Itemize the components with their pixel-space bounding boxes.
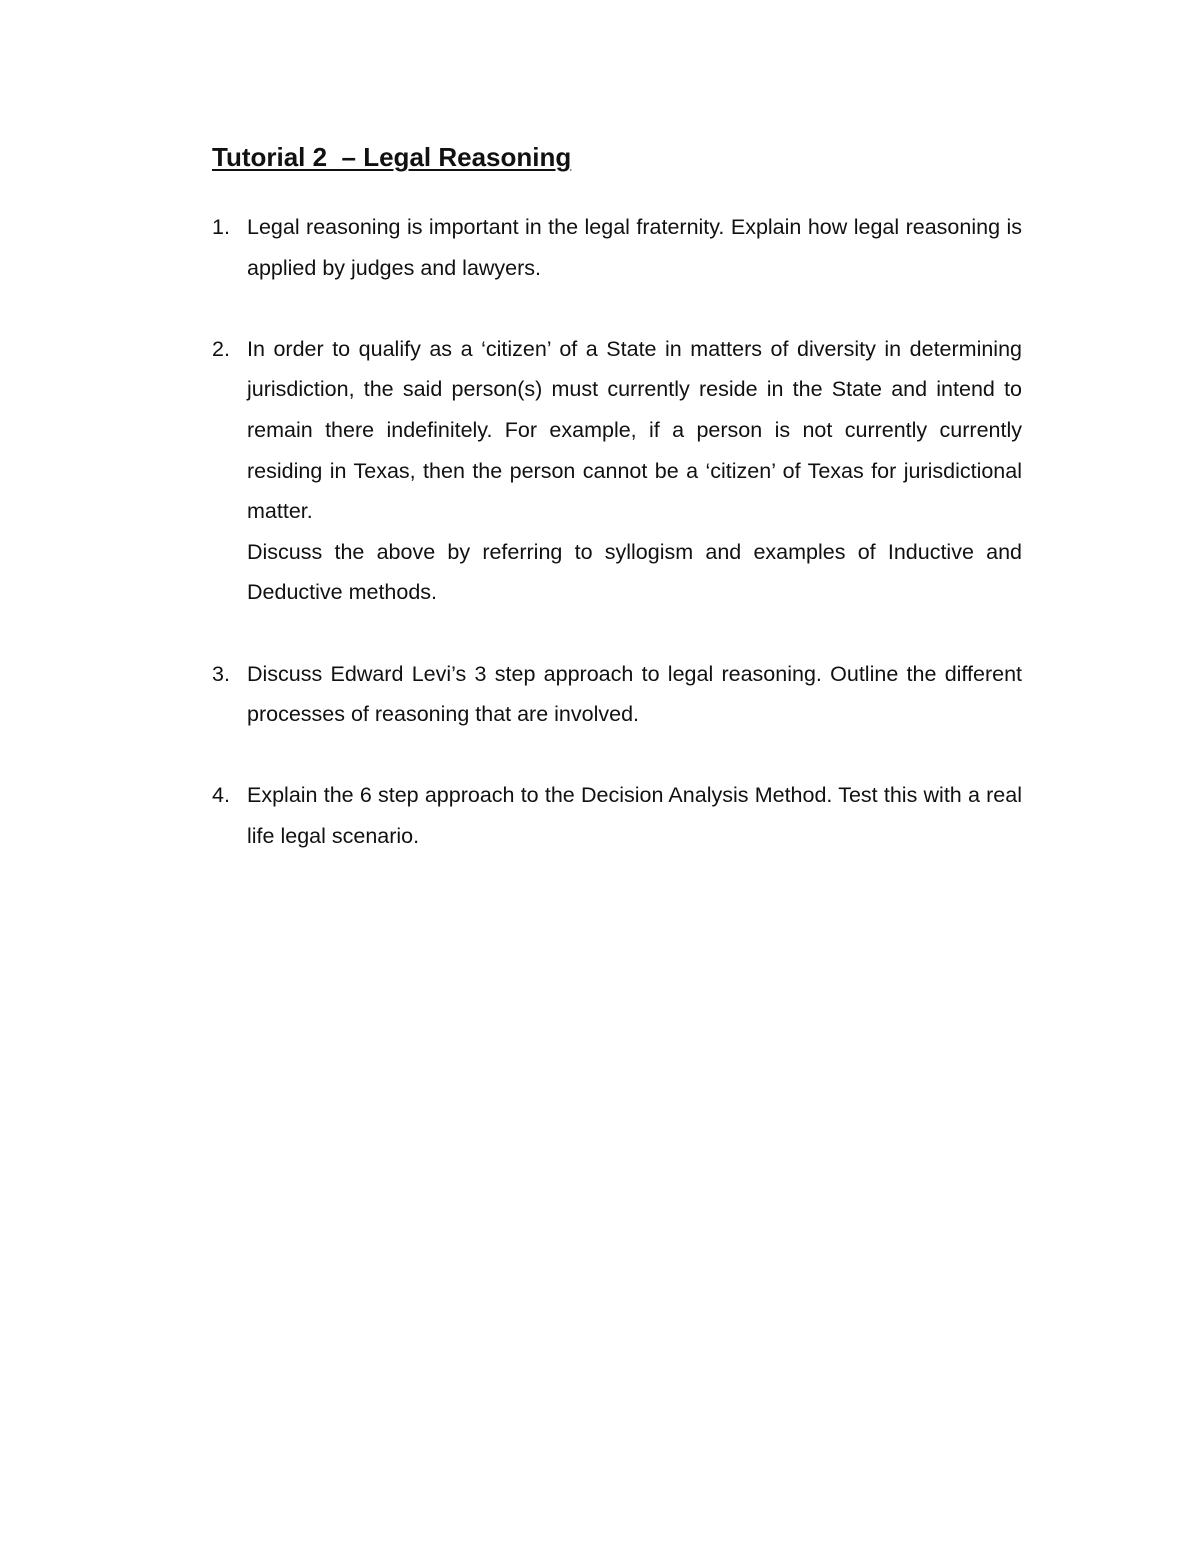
question-number: 2. <box>212 336 230 361</box>
question-paragraph: Discuss Edward Levi’s 3 step approach to legal reasoning. Outline the different processes of reasoning that are involved. <box>247 661 1022 727</box>
question-item-1 <box>212 207 1022 288</box>
question-number: 3. <box>212 661 230 686</box>
question-number: 1. <box>212 215 230 239</box>
question-item-4 <box>212 775 1022 856</box>
document-title: Tutorial 2 – Legal Reasoning <box>212 142 572 172</box>
question-paragraph: In order to qualify as a ‘citizen’ of a State in matters of diversity in determining jurisdiction, the said person(s) must currently reside in the State and intend to remain there indefinitely. For example, if a person is not currently currently residing in Texas, then the person cannot be a ‘citizen’ of Texas for jurisdictional matter. <box>247 336 1022 524</box>
question-paragraph: Explain the 6 step approach to the Decision Analysis Method. Test this with a real life legal scenario. <box>247 783 1022 848</box>
question-paragraph: Discuss the above by referring to syllogism and examples of Inductive and Deductive methods. <box>247 539 1022 605</box>
question-item-2 <box>212 329 1022 613</box>
question-list <box>212 207 1022 857</box>
question-number: 4. <box>212 783 230 808</box>
question-text <box>247 775 1022 856</box>
question-text <box>247 654 1022 735</box>
question-text <box>247 207 1022 288</box>
question-item-3 <box>212 654 1022 735</box>
question-text <box>247 329 1022 613</box>
question-paragraph: Legal reasoning is important in the legal fraternity. Explain how legal reasoning is applied by judges and lawyers. <box>247 215 1022 280</box>
